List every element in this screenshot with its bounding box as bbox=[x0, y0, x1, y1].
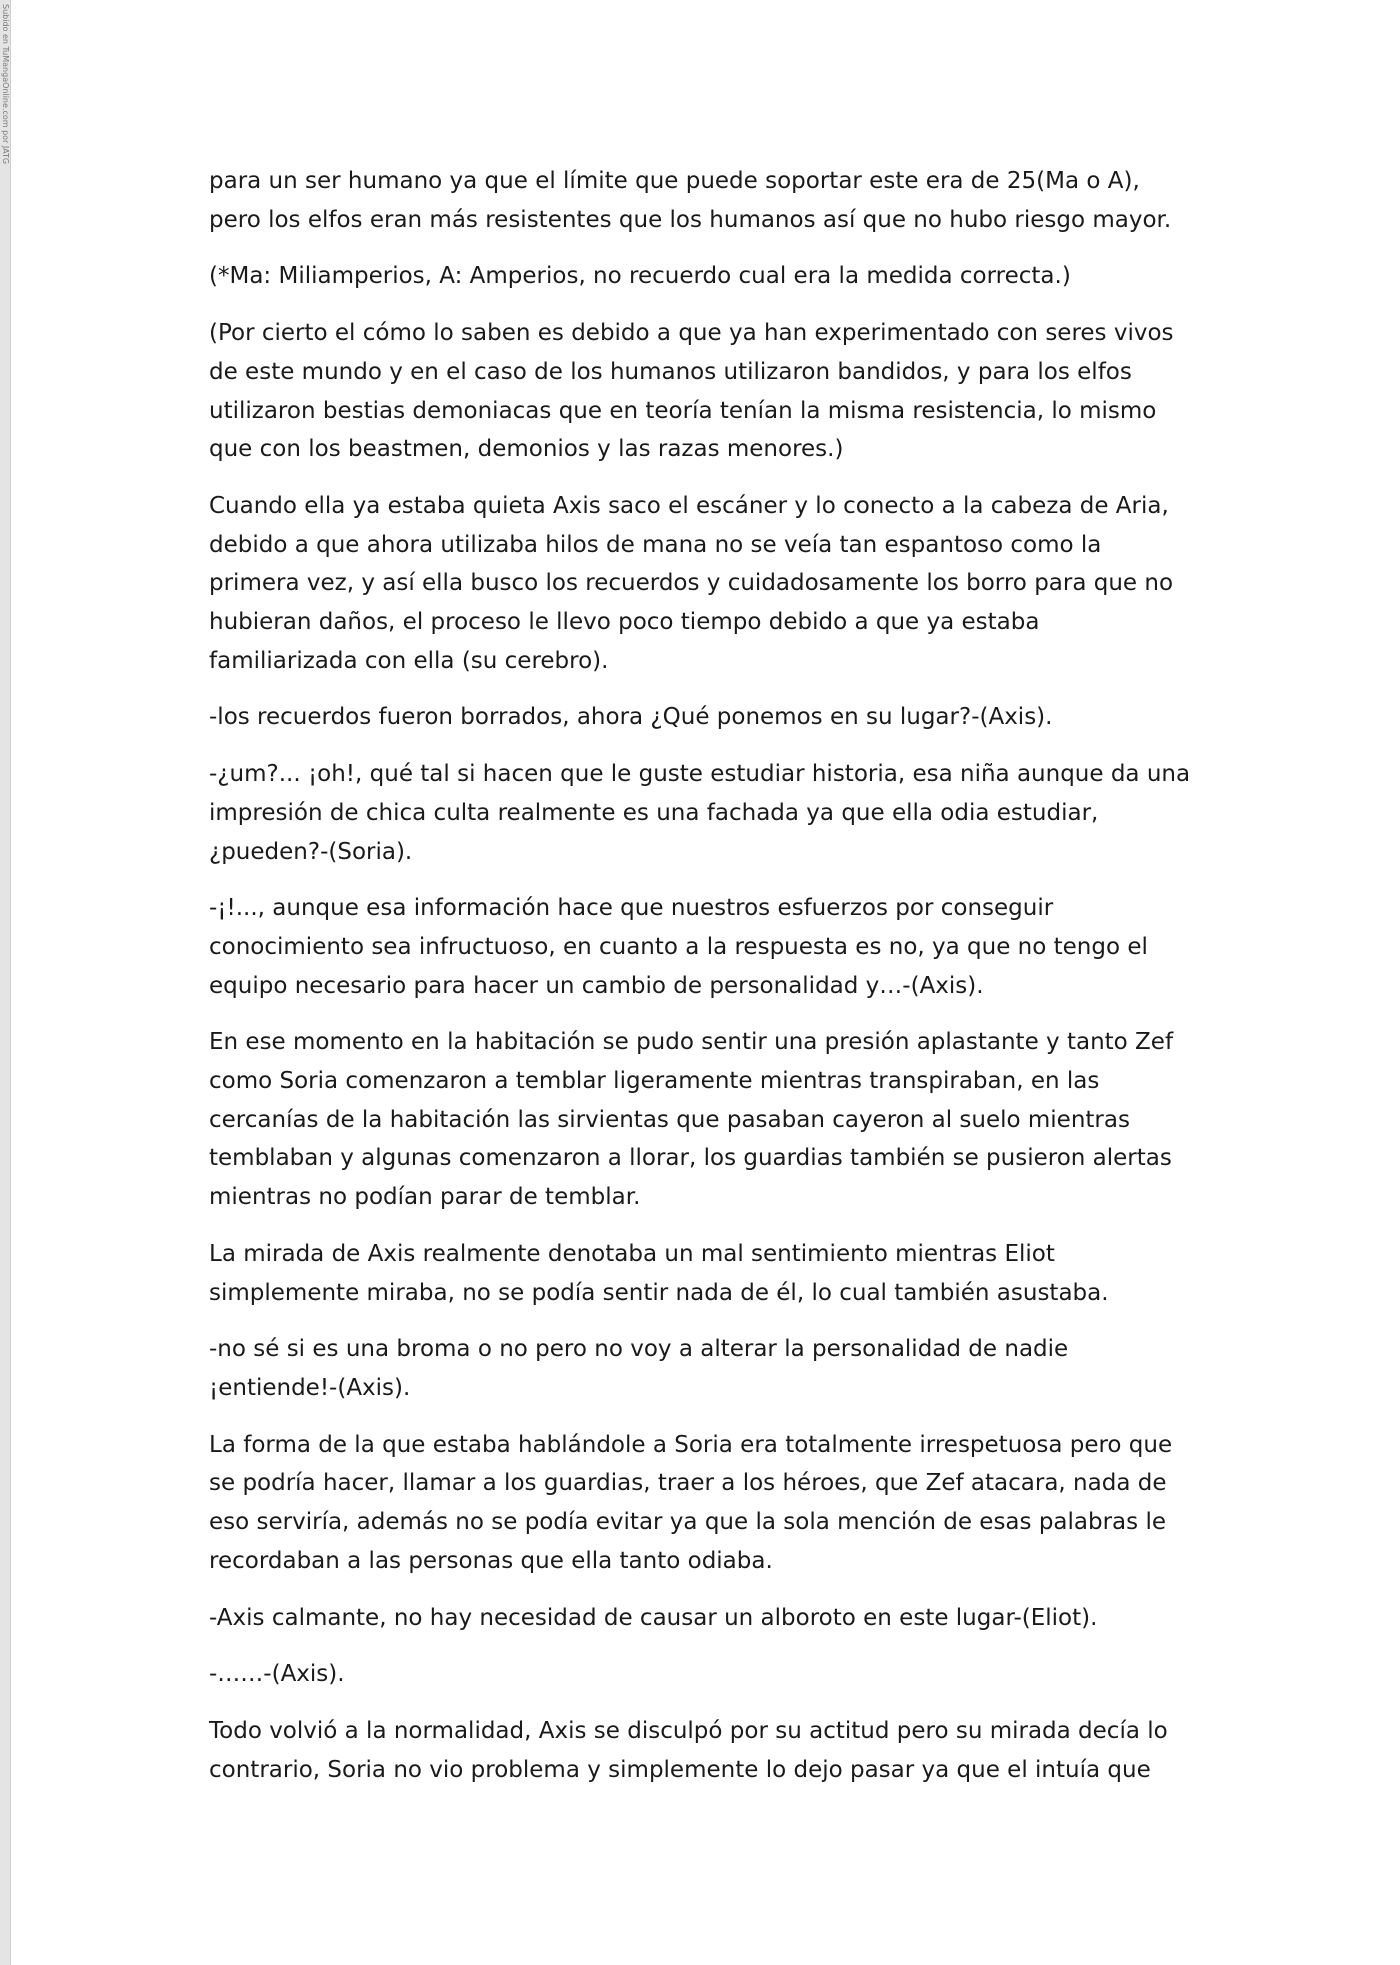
paragraph-5: -los recuerdos fueron borrados, ahora ¿Qué ponemos en su lugar?-(Axis). bbox=[209, 704, 1053, 731]
paragraph-9: La mirada de Axis realmente denotaba un mal sentimiento mientras Eliot simplemente miraba, no se podía sentir nada de él, lo cual también asustaba. bbox=[209, 1240, 1109, 1306]
document-page bbox=[209, 162, 1209, 1807]
paragraph-6: -¿um?... ¡oh!, qué tal si hacen que le guste estudiar historia, esa niña aunque da una impresión de chica culta realmente es una fachada ya que ella odia estudiar, ¿pueden?-(Soria). bbox=[209, 761, 1191, 865]
paragraph-12: -Axis calmante, no hay necesidad de causar un alboroto en este lugar-(Eliot). bbox=[209, 1604, 1098, 1631]
upload-watermark: Subido en TuMangaOnline.com por JATG bbox=[1, 4, 10, 165]
paragraph-7: -¡!..., aunque esa información hace que nuestros esfuerzos por conseguir conocimiento sea infructuoso, en cuanto a la respuesta es no, ya que no tengo el equipo necesario para hacer un cambio de personalidad y…-(Axis). bbox=[209, 895, 1148, 999]
paragraph-8: En ese momento en la habitación se pudo sentir una presión aplastante y tanto Zef como Soria comenzaron a temblar ligeramente mientras transpiraban, en las cercanías de la habitación las sirvientas que pasaban cayeron al suelo mientras temblaban y algunas comenzaron a llorar, los guardias también se pusieron alertas mientras no podían parar de temblar. bbox=[209, 1029, 1174, 1211]
paragraph-2: (*Ma: Miliamperios, A: Amperios, no recuerdo cual era la medida correcta.) bbox=[209, 263, 1071, 290]
paragraph-13: -……-(Axis). bbox=[209, 1661, 345, 1688]
paragraph-10: -no sé si es una broma o no pero no voy a alterar la personalidad de nadie ¡entiende!-(Axis). bbox=[209, 1336, 1069, 1401]
paragraph-1: para un ser humano ya que el límite que puede soportar este era de 25(Ma o A), pero los elfos eran más resistentes que los humanos así que no hubo riesgo mayor. bbox=[209, 168, 1172, 233]
paragraph-3: (Por cierto el cómo lo saben es debido a que ya han experimentado con seres vivos de este mundo y en el caso de los humanos utilizaron bandidos, y para los elfos utilizaron bestias demoniacas que en teoría tenían la misma resistencia, lo mismo que con los beastmen, demonios y las razas menores.) bbox=[209, 320, 1174, 463]
paragraph-11: La forma de la que estaba hablándole a Soria era totalmente irrespetuosa pero que se podría hacer, llamar a los guardias, traer a los héroes, que Zef atacara, nada de eso serviría, además no se podía evitar ya que la sola mención de esas palabras le recordaban a las personas que ella tanto odiaba. bbox=[209, 1431, 1173, 1574]
paragraph-14: Todo volvió a la normalidad, Axis se disculpó por su actitud pero su mirada decía lo contrario, Soria no vio problema y simplemente lo dejo pasar ya que el intuía que bbox=[209, 1717, 1168, 1783]
paragraph-4: Cuando ella ya estaba quieta Axis saco el escáner y lo conecto a la cabeza de Aria, debido a que ahora utilizaba hilos de mana no se veía tan espantoso como la primera vez, y así ella busco los recuerdos y cuidadosamente los borro para que no hubieran daños, el proceso le llevo poco tiempo debido a que ya estaba familiarizada con ella (su cerebro). bbox=[209, 492, 1174, 674]
side-strip bbox=[0, 0, 11, 1965]
